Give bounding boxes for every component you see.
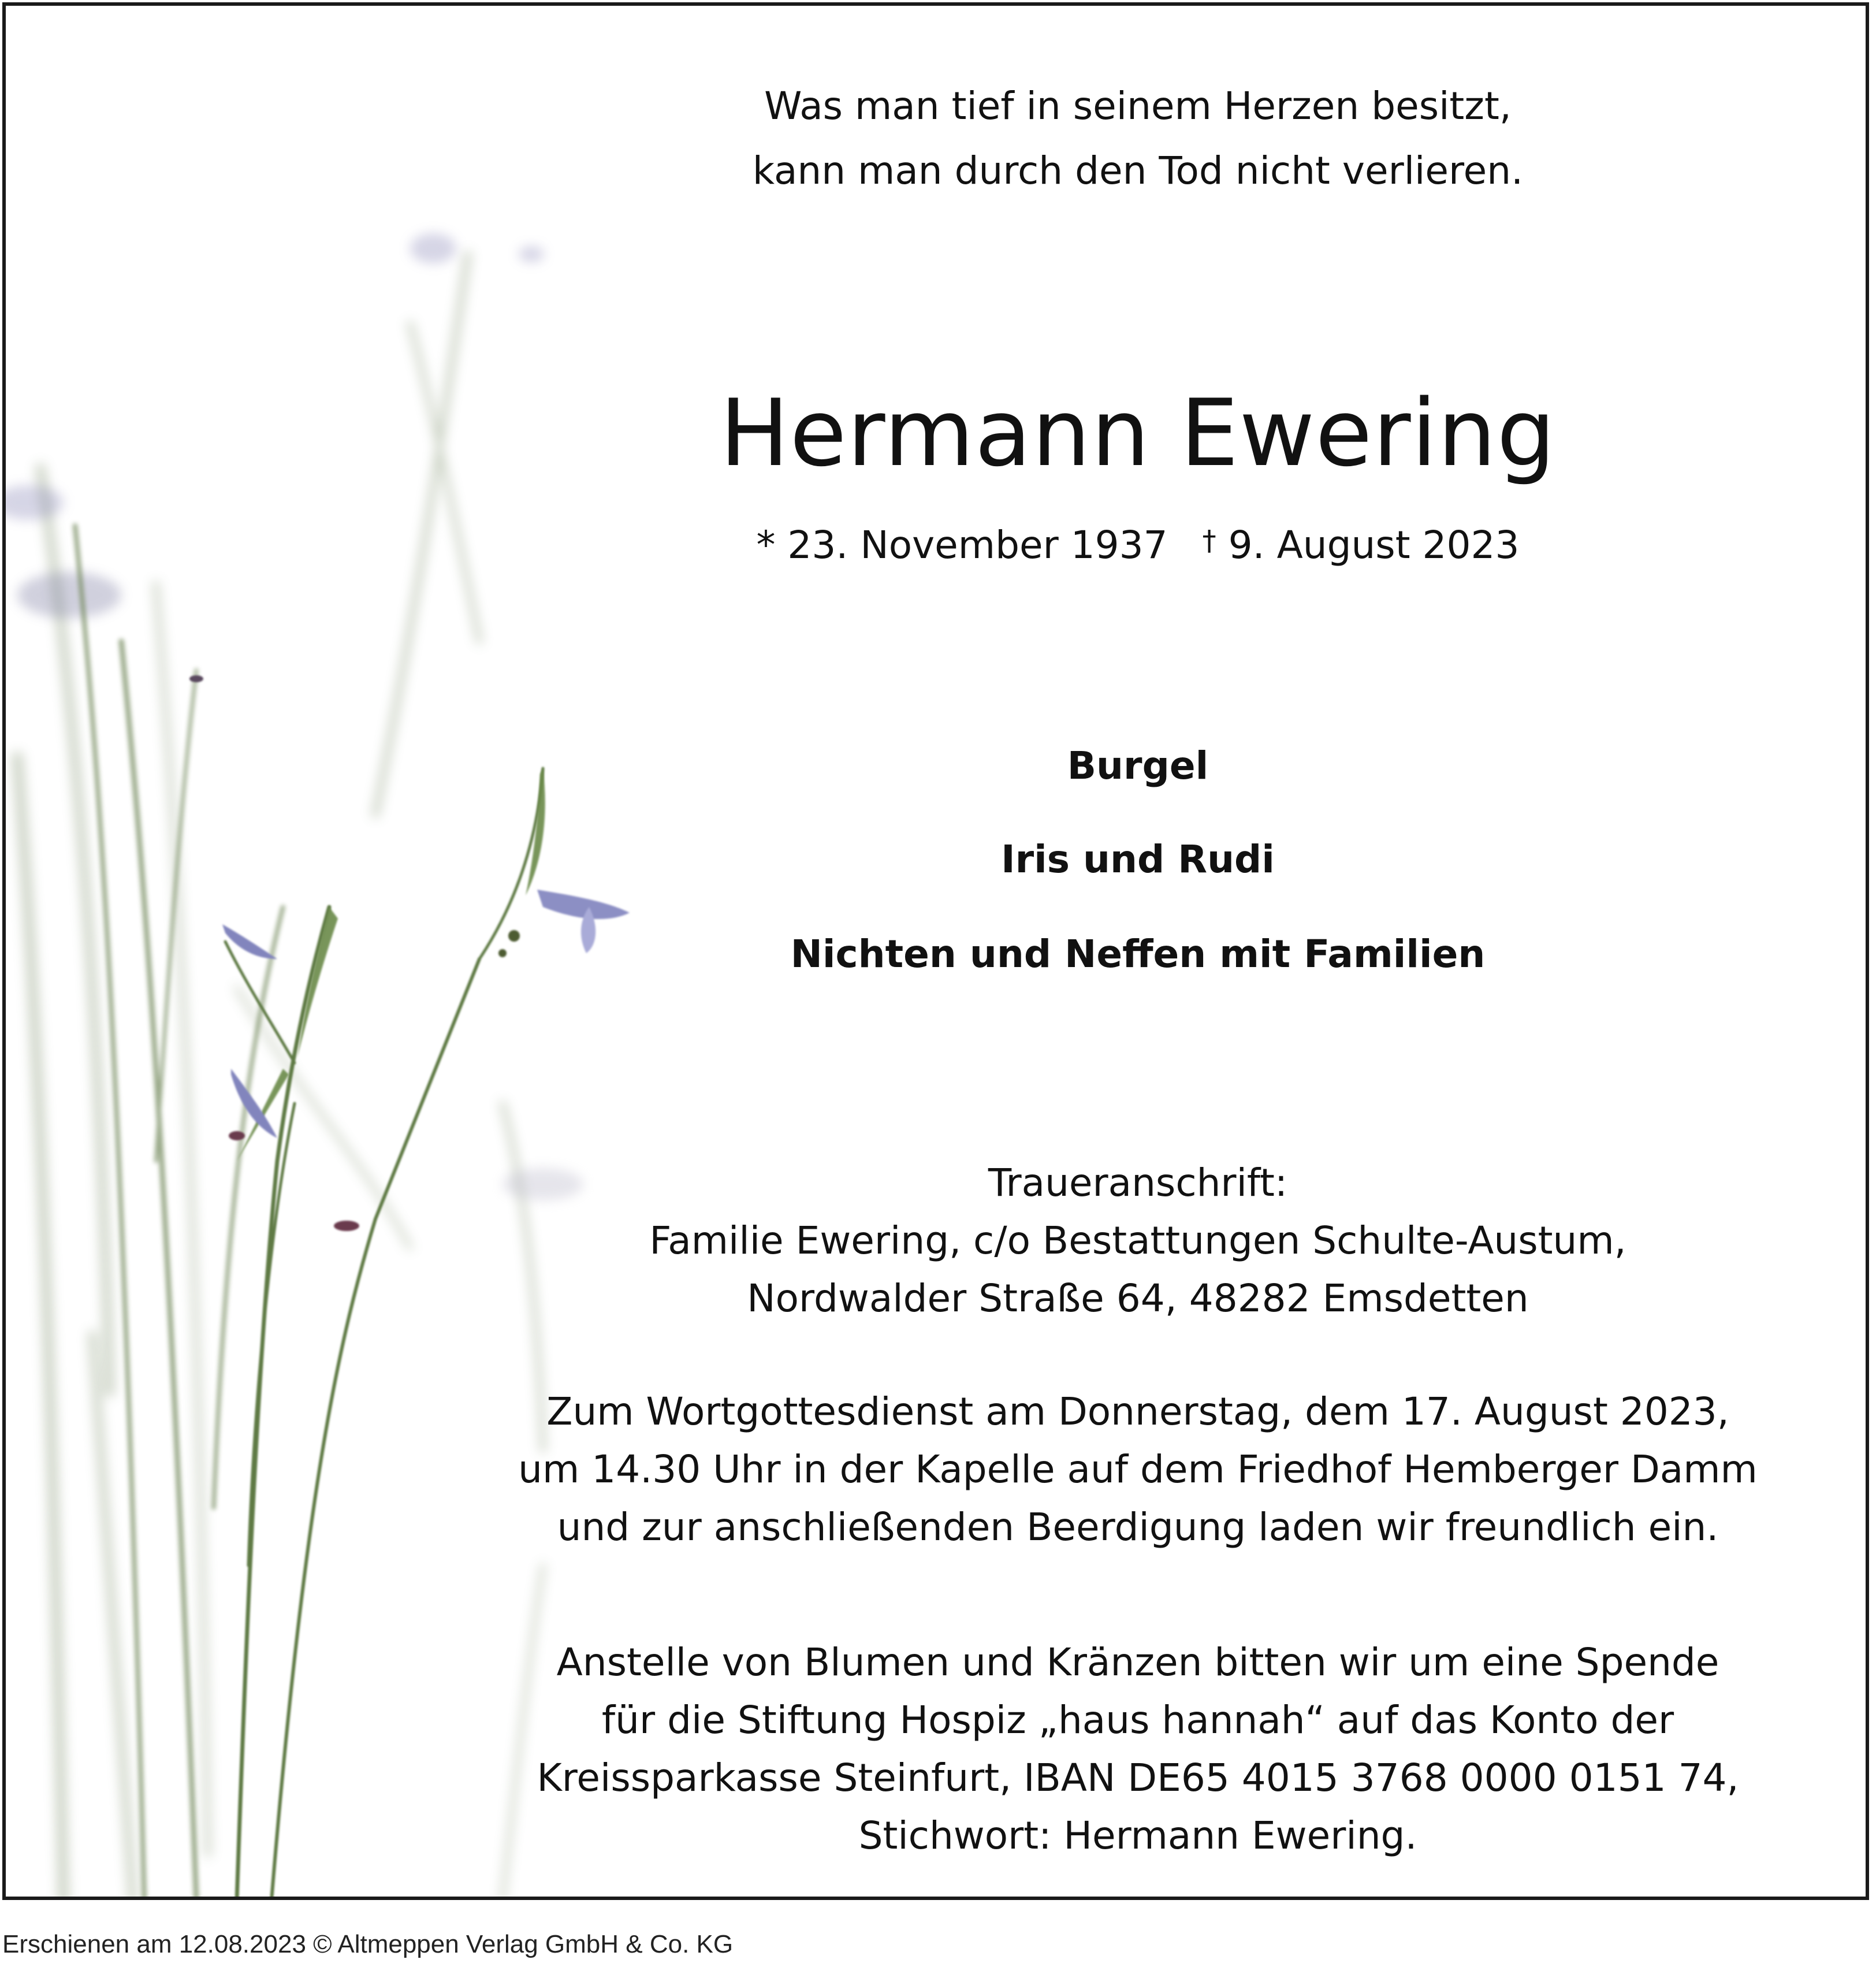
service-line-2: um 14.30 Uhr in der Kapelle auf dem Friedhof Hemberger Damm <box>518 1447 1758 1492</box>
cross-icon: † <box>1202 525 1216 557</box>
donation-line-1: Anstelle von Blumen und Kränzen bitten wir um eine Spende <box>556 1640 1719 1685</box>
quote-line-2: kann man durch den Tod nicht verlieren. <box>752 148 1524 193</box>
mourner-name: Iris und Rudi <box>1001 837 1275 882</box>
death-date: 9. August 2023 <box>1228 523 1520 567</box>
address-label: Traueranschrift: <box>988 1161 1288 1205</box>
donation-line-4: Stichwort: Hermann Ewering. <box>858 1813 1417 1858</box>
donation-line-3: Kreissparkasse Steinfurt, IBAN DE65 4015 3768 0000 0151 74, <box>537 1756 1739 1800</box>
memorial-quote <box>502 74 1773 203</box>
service-announcement <box>502 1383 1773 1556</box>
birth-date: * 23. November 1937 <box>756 523 1168 567</box>
life-dates <box>502 512 1773 574</box>
donation-line-2: für die Stiftung Hospiz „haus hannah“ auf das Konto der <box>601 1698 1674 1742</box>
mourner-name: Nichten und Neffen mit Familien <box>790 932 1486 976</box>
publication-footer: Erschienen am 12.08.2023 © Altmeppen Verlag GmbH & Co. KG <box>2 1930 734 1958</box>
address-line-1: Familie Ewering, c/o Bestattungen Schulte-Austum, <box>649 1218 1626 1263</box>
quote-line-1: Was man tief in seinem Herzen besitzt, <box>764 84 1512 128</box>
mourning-address <box>502 1154 1773 1328</box>
obituary-notice <box>2 2 1869 1900</box>
address-line-2: Nordwalder Straße 64, 48282 Emsdetten <box>747 1276 1529 1321</box>
mourner-name: Burgel <box>1067 743 1209 788</box>
service-line-3: und zur anschließenden Beerdigung laden wir freundlich ein. <box>557 1505 1719 1549</box>
deceased-name: Hermann Ewering <box>720 379 1556 487</box>
donation-request <box>502 1634 1773 1865</box>
service-line-1: Zum Wortgottesdienst am Donnerstag, dem 17. August 2023, <box>546 1389 1729 1434</box>
